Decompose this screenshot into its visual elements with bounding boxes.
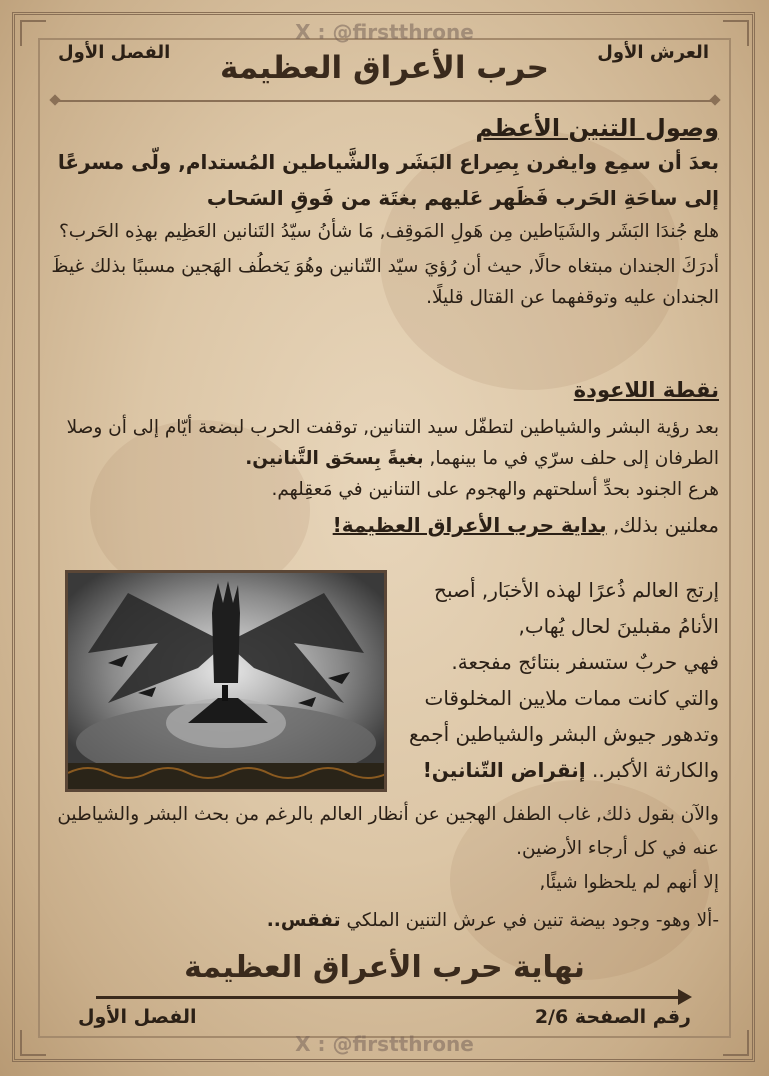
paragraph-text: والكارثة الأكبر.. bbox=[591, 758, 719, 782]
beside-line: الأنامُ مقبلينَ لحال يُهاب, bbox=[518, 614, 719, 638]
dragon-war-illustration bbox=[65, 570, 387, 792]
page-title: حرب الأعراق العظيمة bbox=[219, 50, 550, 86]
chapter-label-top: الفصل الأول bbox=[58, 42, 171, 63]
arrow-right-icon bbox=[678, 989, 692, 1005]
emphasis-text: تفقس.. bbox=[266, 910, 341, 931]
paragraph bbox=[49, 904, 719, 938]
paragraph: والآن بقول ذلك, غاب الطفل الهجين عن أنظار العالم بالرغم من بحث البشر والشياطين عنه في كل أرجاء الأرضين. bbox=[57, 804, 719, 859]
emphasis-text: إنقراض التّنانين! bbox=[422, 758, 586, 782]
beside-line: والتي كانت ممات ملايين المخلوقات bbox=[424, 686, 719, 710]
watermark-bottom: X : @firstthrone bbox=[295, 1032, 474, 1056]
paragraph-text: -ألا وهو- وجود بيضة تنين في عرش التنين الملكي bbox=[346, 910, 719, 931]
section-heading-arrival: وصول التنين الأعظم bbox=[475, 114, 719, 142]
chapter-label-bottom: الفصل الأول bbox=[78, 1006, 197, 1028]
page-number: رقم الصفحة 2/6 bbox=[534, 1006, 691, 1028]
watermark-top: X : @firstthrone bbox=[295, 20, 474, 44]
beside-line: فهي حربٌ ستسفر بنتائج مفجعة. bbox=[451, 650, 719, 674]
ornamental-divider bbox=[55, 100, 715, 102]
emphasis-text: بداية حرب الأعراق العظيمة! bbox=[332, 513, 607, 537]
beside-line: وتدهور جيوش البشر والشياطين أجمع bbox=[409, 722, 719, 746]
ending-title: نهاية حرب الأعراق العظيمة bbox=[184, 950, 585, 985]
section-arrival bbox=[49, 114, 719, 313]
dragon-war-image bbox=[68, 573, 384, 789]
section-heading-no-return: نقطة اللاعودة bbox=[573, 378, 719, 402]
beside-line: إرتج العالم ذُعرًا لهذه الأخبَار, أصبح bbox=[434, 578, 719, 602]
paragraph-text: بعد رؤية البشر والشياطين لتطفّل سيد التنانين, توقفت الحرب لبضعة أيّام إلى أن وصلا الطرفان إلى حلف سرّي في ما بينهما, bbox=[66, 417, 719, 469]
paragraph bbox=[49, 412, 719, 474]
paragraph-text: معلنين بذلك, bbox=[612, 513, 719, 537]
paragraph: هرع الجنود بحدِّ أسلحتهم والهجوم على التنانين في مَعقِلهم. bbox=[271, 479, 719, 500]
paragraph bbox=[49, 509, 719, 541]
section-lead: بعدَ أن سمِع وايفرن بِصِراع البَشَر والشَّياطين المُستدام, ولّى مسرعًا إلى ساحَةِ الحَرب فَظَهر عَليهم بغتَة من فَوقِ السَحاب bbox=[57, 150, 719, 210]
section-ending bbox=[49, 798, 719, 938]
paragraph: أدرَكَ الجندان مبتغاه حالًا, حيث أن رُؤيَ سيّد التّنانين وهُوَ يَخطُف الهَجين مسببًا بذلك غيظَ الجندان عليه وتوقفهما عن القتال قليلًا. bbox=[51, 256, 719, 308]
beside-line bbox=[389, 752, 719, 788]
beside-image-text bbox=[389, 572, 719, 788]
throne-label: العرش الأول bbox=[597, 42, 709, 63]
arrow-line bbox=[96, 996, 681, 999]
emphasis-text: بغيةً بِسحَق التَّنانين. bbox=[245, 448, 424, 469]
section-no-return bbox=[49, 378, 719, 541]
paragraph: إلا أنهم لم يلحظوا شيئًا, bbox=[539, 872, 719, 893]
paragraph: هلع جُندَا البَشَر والشَيَاطين مِن هَولِ المَوقِف, مَا شأنُ سيّدُ التَنانين العَظِيم بهذِه الحَرب؟ bbox=[58, 221, 719, 242]
